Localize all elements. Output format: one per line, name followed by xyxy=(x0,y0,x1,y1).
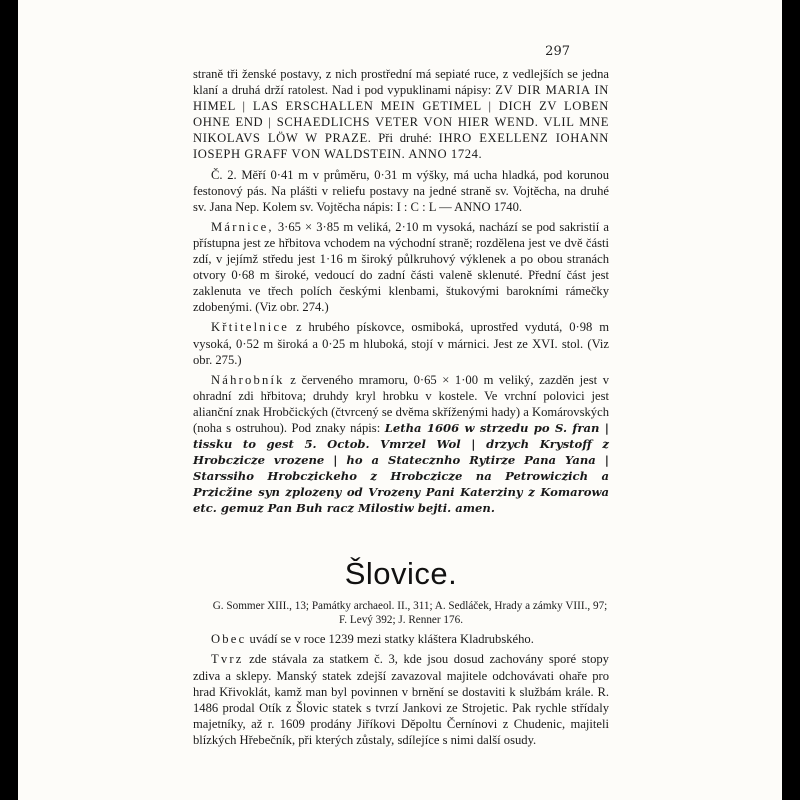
marnice-heading: Márnice, xyxy=(211,219,274,234)
paragraph-bell-1 xyxy=(193,66,609,163)
tvrz-text: zde stávala za statkem č. 3, kde jsou dosud zachovány sporé stopy zdiva a sklepy. Manský statek zdejší zavazoval majitele odchovávati ohaře pro hrad Křivoklát, kamž man byl povinnen v brnění se dostaviti k službám krále. R. 1486 prodal Otík z Šlovic statek s tvrzí Jankovi ze Strojetic. Pak rychle střídaly majetníky, až r. 1609 prodány Jiříkovi Děpoltu Černínovi z Chudenic, majiteli blízkých Hřebečník, při kterých zůstaly, sdílejíce s nimi další osudy. xyxy=(193,652,609,747)
obec-text: uvádí se v roce 1239 mezi statky kláštera Kladrubského. xyxy=(249,632,534,647)
paragraph-marnice xyxy=(193,219,609,316)
marnice-text: 3·65 × 3·85 m veliká, 2·10 m vysoká, nachází se pod sakristií a přístupna jest ze hřbitova vchodem na východní straně; rozdělena jest ve dvě části zdí, v jejímž středu jest 1·16 m široký půlkruhový výklenek a po obou stranách otvory 0·68 m široké, vedoucí do zadní části valeně sklenuté. Přední část jest zaklenuta ve třech polích českými klenbami, štukovými barokními rámečky zdobenými. (Viz obr. 274.) xyxy=(193,219,609,315)
krtitelnice-text: z hrubého pískovce, osmiboká, uprostřed vydutá, 0·98 m vysoká, 0·52 m široká a 0·25 m hluboká, stojí v márnici. Jest ze XVI. stol. (Viz obr. 275.) xyxy=(193,320,609,367)
bell-1-mid: Při druhé: xyxy=(378,131,432,146)
nahrobnik-inscription: Letha 1606 w strzedu po S. fran | tissku to gest 5. Octob. Vmrzel Wol | drzych Krystoff z Hrobczicze vrozene | ho a Statecznho Rytirze Pana Yana | Starssiho Hrobczickeho z Hrobczicze na Petrowiczich a Przicžine syn zplozeny od Vrozeny Pani Katerziny z Komarowa etc. gemuz Pan Buh racz Milostiw bejti. amen. xyxy=(193,420,609,516)
obec-heading: Obec xyxy=(211,632,247,647)
bell-1-text: straně tři ženské postavy, z nich prostřední má sepiaté ruce, z vedlejších se jedna klaní a druhá drží ratolest. Nad i pod vypuklinami nápisy: xyxy=(193,67,609,98)
krtitelnice-heading: Křtitelnice xyxy=(211,320,290,335)
bell-1-inscription: ZV DIR MARIA IN HIMEL | LAS ERSCHALLEN MEIN GETIMEL | DICH ZV LOBEN OHNE END | SCHAEDLICHS VETER VON HIER WEND. VLIL MNE NIKOLAVS LÖW W PRAZE. xyxy=(193,83,609,146)
book-page xyxy=(18,0,782,800)
bell-1-inscription-2: IHRO EXELLENZ IOHANN IOSEPH GRAFF VON WALDSTEIN. ANNO 1724. xyxy=(193,131,609,162)
tvrz-heading: Tvrz xyxy=(211,652,244,667)
nahrobnik-heading: Náhrobník xyxy=(211,372,285,387)
paragraph-bell-2: Č. 2. Měří 0·41 m v průměru, 0·31 m výšky, má ucha hladká, pod korunou festonový pás. Na plášti v reliefu postavy na jedné straně sv. Vojtěcha, na druhé sv. Jana Nep. Kolem sv. Vojtěcha nápis: I : C : L — ANNO 1740. xyxy=(193,167,609,214)
page-text xyxy=(193,66,609,752)
paragraph-nahrobnik xyxy=(193,372,609,517)
page-number: 297 xyxy=(545,44,570,59)
paragraph-obec xyxy=(193,631,609,647)
nahrobnik-text: z červeného mramoru, 0·65 × 1·00 m veliký, zazděn jest v ohradní zdi hřbitova; druhdy kryl hrobku v kostele. Ve vrchní polovici jest alianční znak Hrobčických (čtvrcený se dvěma skříženými hady) a Komárovských (noha s ostruhou). Pod znaky nápis: xyxy=(193,372,609,435)
paragraph-krtitelnice xyxy=(193,319,609,367)
section-title: Šlovice. xyxy=(344,555,458,591)
paragraph-tvrz xyxy=(193,651,609,748)
bibliography: G. Sommer XIII., 13; Památky archaeol. II., 311; A. Sedláček, Hrady a zámky VIII., 97; F. Levý 392; J. Renner 176. xyxy=(212,599,608,626)
